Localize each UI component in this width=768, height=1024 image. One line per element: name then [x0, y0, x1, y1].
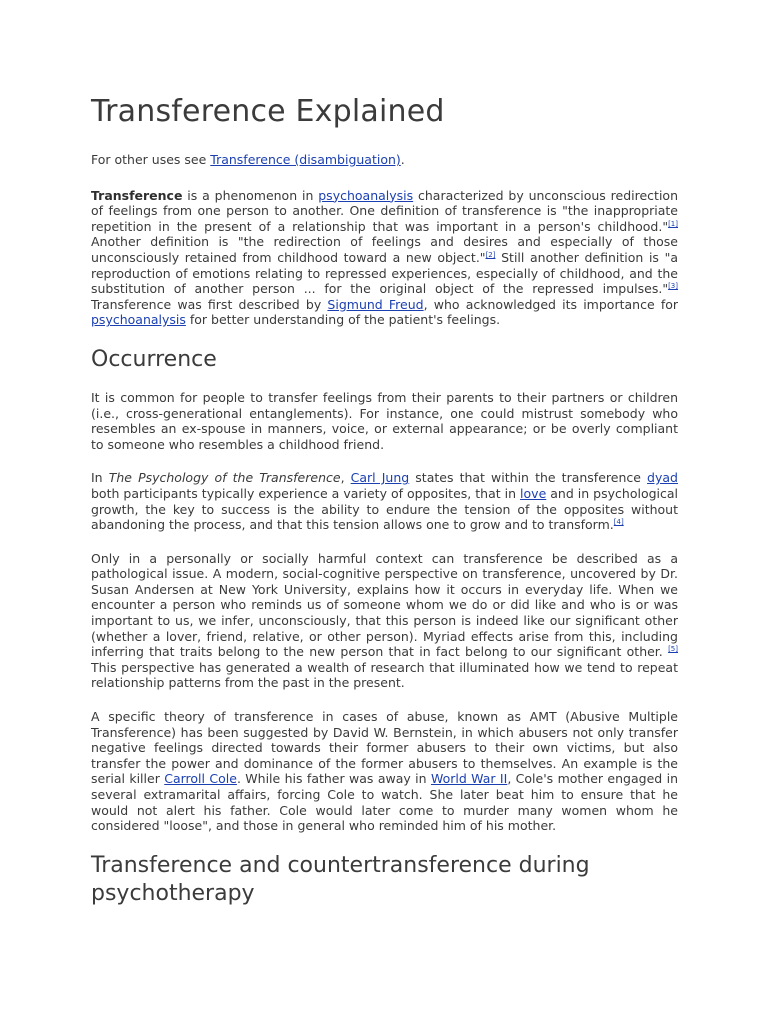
- paragraph-text: and in psychological growth, the key to success is the ability to endure the tension of the opposites without abandoning the process, and that this tension allows one to grow and to transform.: [91, 485, 679, 533]
- page-title: Transference Explained: [91, 94, 445, 129]
- carl-jung-link[interactable]: Carl Jung: [350, 470, 410, 486]
- paragraph-text: This perspective has generated a wealth of research that illuminated how we tend to repeat relationship patterns from the past in the present.: [91, 659, 678, 691]
- book-title: The Psychology of the Transference: [108, 470, 341, 486]
- sigmund-freud-link[interactable]: Sigmund Freud: [327, 296, 424, 312]
- intro-text: is a phenomenon in: [182, 187, 319, 203]
- paragraph-text: ,: [340, 470, 351, 486]
- paragraph-text: states that within the transference: [409, 470, 648, 486]
- psychotherapy-heading: Transference and countertransference during psychotherapy: [91, 852, 590, 906]
- citation-4: [614, 518, 624, 526]
- article-body: [91, 92, 678, 924]
- psychoanalysis-link[interactable]: psychoanalysis: [318, 187, 414, 203]
- citation-5: [668, 645, 678, 653]
- intro-term: Transference: [91, 187, 183, 203]
- occurrence-paragraph-4: [91, 709, 678, 834]
- paragraph-text: . While his father was away in: [236, 771, 431, 787]
- citation-1-link[interactable]: [1]: [668, 219, 678, 228]
- psychoanalysis-link-2[interactable]: psychoanalysis: [91, 312, 186, 328]
- citation-3: [668, 282, 678, 290]
- paragraph-text: Only in a personally or socially harmful context can transference be described as a pathological issue. A modern, social-cognitive perspective on transference, uncovered by Dr. Susan Andersen at New York University, explains how it occurs in everyday life. When we encounter a person who reminds us of someone whom we do or did like and who is or was important to us, we infer, unconsciously, that this person is indeed like our significant other (whether a lover, friend, relative, or other person). Myriad effects arise from this, including inferring that traits belong to the new person that in fact belong to our significant other.: [91, 550, 678, 660]
- intro-paragraph: [91, 188, 678, 328]
- hatnote-prefix: For other uses see: [91, 152, 211, 167]
- citation-2-link[interactable]: [2]: [485, 250, 496, 259]
- occurrence-paragraph-1: It is common for people to transfer feelings from their parents to their partners or children (i.e., cross-generational entanglements). For instance, one could mistrust somebody who resembles an ex-spouse in manners, voice, or external appearance; or be overly compliant to someone who resembles a childhood friend.: [91, 389, 678, 452]
- paragraph-text: A specific theory of transference in cases of abuse, known as AMT (Abusive Multiple Transference) has been suggested by David W. Bernstein, in which abusers not only transfer negative feelings directed towards their former abusers to their own victims, but also transfer the power and dominance of the former abusers to themselves. An example is the serial killer: [91, 709, 678, 787]
- citation-3-link[interactable]: [3]: [668, 282, 678, 290]
- hatnote-suffix: .: [400, 152, 405, 167]
- intro-text: Transference was first described by: [91, 296, 328, 312]
- occurrence-heading: Occurrence: [91, 346, 217, 372]
- intro-text: for better understanding of the patient's feelings.: [185, 312, 501, 328]
- carroll-cole-link[interactable]: Carroll Cole: [164, 771, 237, 787]
- occurrence-paragraph-3: [91, 551, 678, 691]
- citation-4-link[interactable]: [4]: [613, 517, 624, 526]
- love-link[interactable]: love: [520, 485, 547, 501]
- occurrence-paragraph-2: [91, 470, 678, 532]
- paragraph-text: both participants typically experience a variety of opposites, that in: [91, 485, 521, 501]
- disambiguation-link[interactable]: Transference (disambiguation): [210, 152, 401, 167]
- paragraph-text: In: [91, 470, 109, 486]
- intro-text: Another definition is "the redirection of feelings and desires and especially of those unconsciously retained from childhood toward a new object.": [91, 234, 678, 265]
- hatnote: [91, 152, 678, 168]
- intro-text: Still another definition is "a reproduction of emotions relating to repressed experiences, especially of childhood, and the substitution of another person ... for the original object of the repressed impulses.": [91, 249, 678, 297]
- intro-text: characterized by unconscious redirection of feelings from one person to another. One definition of transference is "the inappropriate repetition in the present of a relationship that was important in a person's childhood.": [91, 187, 678, 234]
- intro-text: , who acknowledged its importance for: [423, 296, 679, 312]
- citation-5-link[interactable]: [5]: [668, 645, 678, 654]
- citation-2: [486, 251, 496, 259]
- paragraph-text: , Cole's mother engaged in several extramarital affairs, forcing Cole to watch. She later beat him to ensure that he would not alert his father. Cole would later come to murder many women whom he considered "loose", and those in general who reminded him of his mother.: [91, 771, 678, 834]
- dyad-link[interactable]: dyad: [647, 470, 678, 486]
- citation-1: [668, 220, 678, 228]
- world-war-ii-link[interactable]: World War II: [430, 771, 508, 787]
